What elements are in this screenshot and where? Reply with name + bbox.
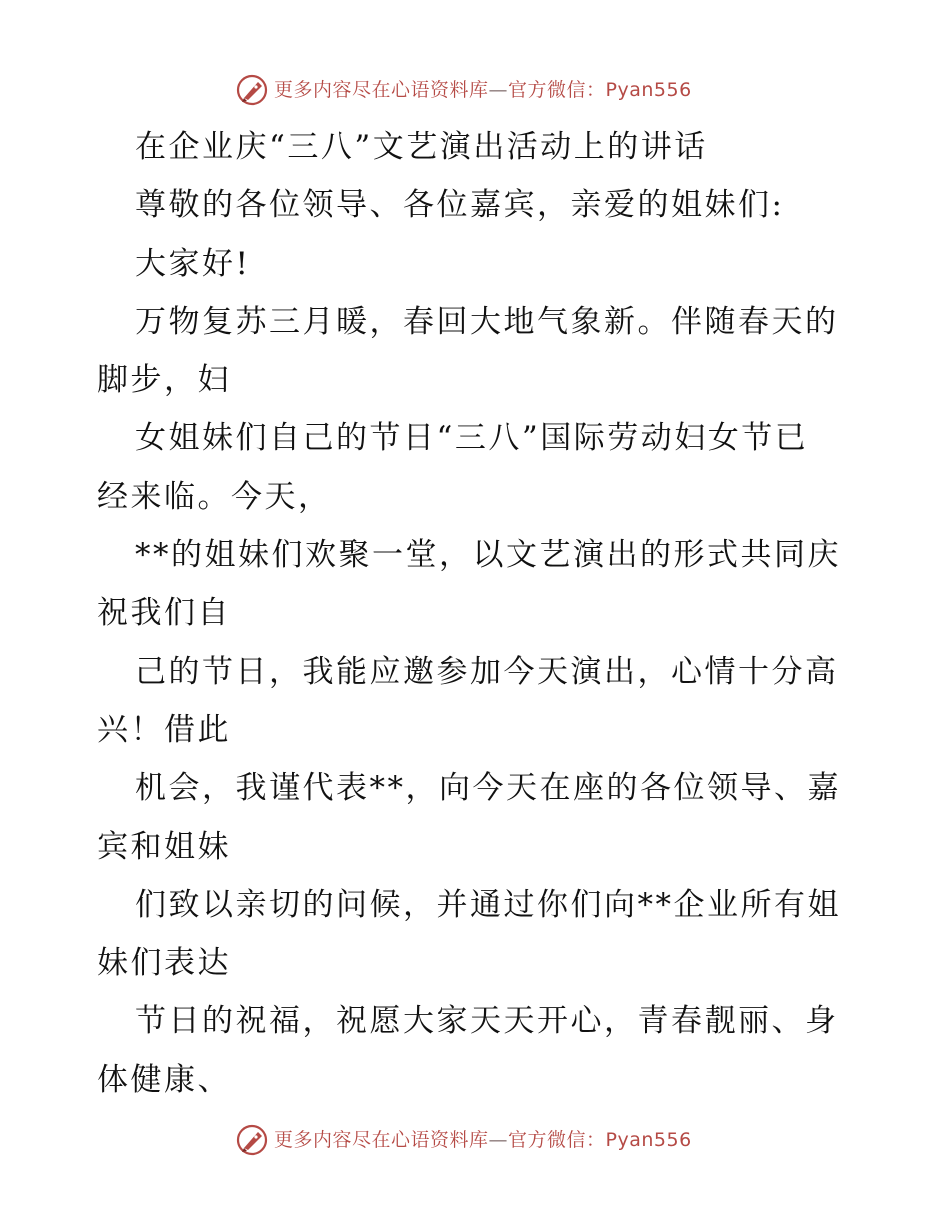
banner-text — [274, 72, 692, 108]
salutation-line: 尊敬的各位领导、各位嘉宾，亲爱的姐妹们: — [135, 187, 785, 224]
pen-nib-logo-icon — [236, 74, 268, 106]
body-line: 妹们表达 — [97, 945, 231, 982]
body-line: 节日的祝福，祝愿大家天天开心，青春靓丽、身 — [135, 1003, 839, 1040]
body-line: **的姐妹们欢聚一堂，以文艺演出的形式共同庆 — [135, 537, 841, 574]
banner-wechat-id: Pyan556 — [605, 1129, 692, 1151]
banner-wechat-id: Pyan556 — [605, 79, 692, 101]
banner-wechat-label: 官方微信： — [508, 79, 606, 101]
banner-main-text: 更多内容尽在心语资料库 — [274, 1129, 489, 1151]
body-line: 万物复苏三月暖，春回大地气象新。伴随春天的 — [135, 303, 839, 340]
body-line: 己的节日，我能应邀参加今天演出，心情十分高 — [135, 653, 839, 690]
body-line: 女姐妹们自己的节日“三八”国际劳动妇女节已 — [135, 420, 809, 457]
body-line: 机会，我谨代表**，向今天在座的各位领导、嘉 — [135, 770, 841, 807]
body-line: 体健康、 — [97, 1061, 231, 1098]
body-line: 经来临。今天， — [97, 478, 332, 515]
body-line: 兴！借此 — [97, 711, 231, 748]
body-line: 们致以亲切的问候，并通过你们向**企业所有姐 — [135, 886, 841, 923]
body-line: 祝我们自 — [97, 595, 231, 632]
body-line: 宾和姐妹 — [97, 828, 231, 865]
header-banner — [236, 72, 692, 108]
document-body — [97, 118, 857, 1109]
document-title: 在企业庆“三八”文艺演出活动上的讲话 — [135, 129, 708, 165]
banner-separator: — — [488, 1129, 509, 1151]
pen-nib-logo-icon — [236, 1124, 268, 1156]
banner-wechat-label: 官方微信： — [508, 1129, 606, 1151]
footer-banner — [236, 1122, 692, 1158]
body-line: 脚步，妇 — [97, 362, 231, 399]
banner-text — [274, 1122, 692, 1158]
banner-separator: — — [488, 79, 509, 101]
greeting-line: 大家好! — [135, 245, 251, 282]
banner-main-text: 更多内容尽在心语资料库 — [274, 79, 489, 101]
